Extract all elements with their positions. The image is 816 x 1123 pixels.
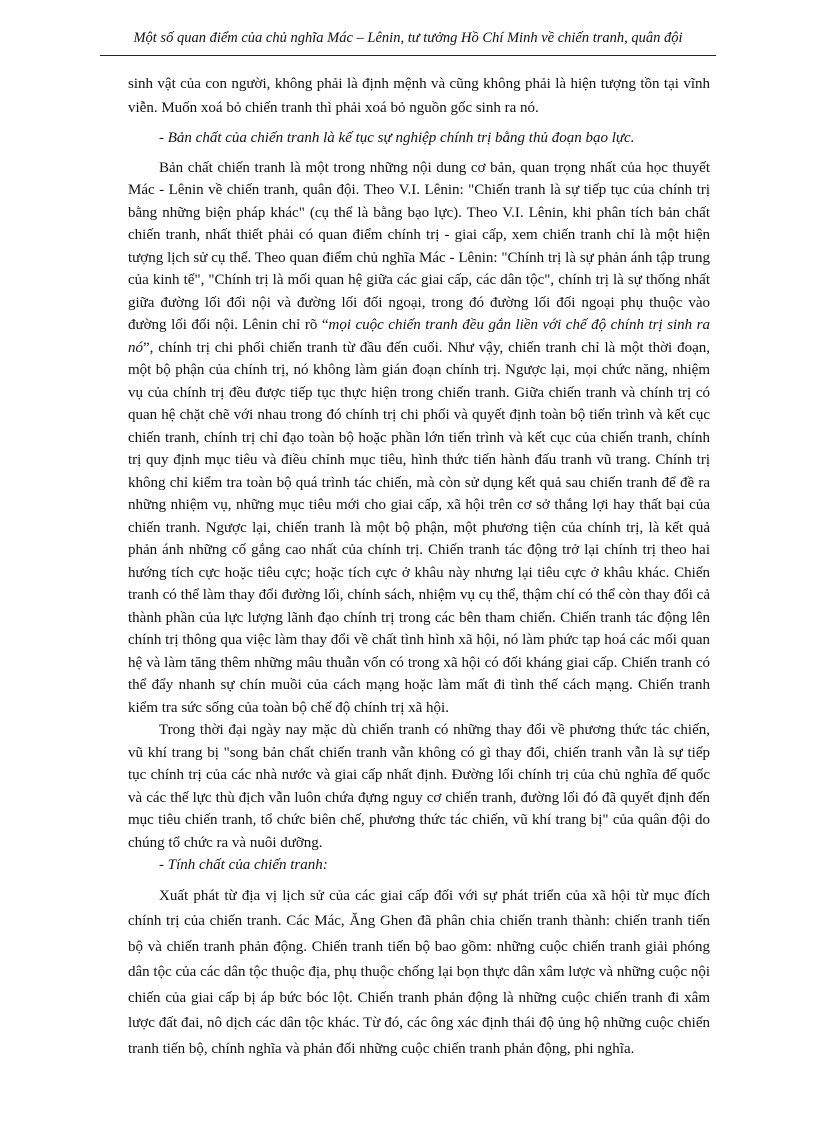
paragraph-character: Xuất phát từ địa vị lịch sử của các giai cấp đối với sự phát triển của xã hội từ mục đích chính trị của chiến tranh. Các Mác, Ăng Ghen đã phân chia chiến tranh thành: chiến tranh tiến bộ và chiến tranh phản động. Chiến tranh tiến bộ bao gồm: những cuộc chiến tranh giải phóng dân tộc của các dân tộc thuộc địa, phụ thuộc chống lại bọn thực dân xâm lược và những cuộc nội chiến của giai cấp bị áp bức bóc lột. Chiến tranh phản động là những cuộc chiến tranh đi xâm lược đất đai, nô dịch các dân tộc khác. Từ đó, các ông xác định thái độ ủng hộ những cuộc chiến tranh tiến bộ, chính nghĩa và phản đối những cuộc chiến tranh phản động, phi nghĩa.: [128, 887, 710, 1057]
lenin-quote: mọi cuộc chiến tranh đều gắn liền với chế độ chính trị sinh ra nó: [128, 317, 710, 356]
section-heading-nature: - Bản chất của chiến tranh là kế tục sự nghiệp chính trị bằng thủ đoạn bạo lực.: [159, 130, 635, 146]
document-body: [128, 72, 710, 1062]
paragraph-nature-part-b: ”, chính trị chi phối chiến tranh từ đầu đến cuối. Như vậy, chiến tranh chỉ là một thời đoạn, một bộ phận của chính trị, nó không làm gián đoạn chính trị. Ngược lại, mọi chức năng, nhiệm vụ của chính trị đều được tiếp tục thực hiện trong chiến tranh. Giữa chiến tranh và chính trị có quan hệ chặt chẽ với nhau trong đó chính trị chi phối và quyết định toàn bộ tiến trình và kết cục chiến tranh, chính trị chỉ đạo toàn bộ hoặc phần lớn tiến trình và kết cục của chiến tranh, chính trị quy định mục tiêu và điều chỉnh mục tiêu, hình thức tiến hành đấu tranh vũ trang. Chính trị không chỉ kiểm tra toàn bộ quá trình tác chiến, mà còn sử dụng kết quả sau chiến tranh để đề ra những nhiệm vụ, những mục tiêu mới cho giai cấp, xã hội trên cơ sở thắng lợi hay thất bại của chiến tranh. Ngược lại, chiến tranh là một bộ phận, một phương tiện của chính trị, là kết quả phản ánh những cố gắng cao nhất của chính trị. Chiến tranh tác động trở lại chính trị theo hai hướng tích cực hoặc tiêu cực; hoặc tích cực ở khâu này nhưng lại tiêu cực ở khâu khác. Chiến tranh có thể làm thay đổi đường lối, chính sách, nhiệm vụ cụ thể, thậm chí có thể còn thay đổi cả thành phần của lực lượng lãnh đạo chính trị trong các bên tham chiến. Chiến tranh tác động lên chính trị thông qua việc làm thay đổi về chất tình hình xã hội, nó làm phức tạp hoá các mối quan hệ và làm tăng thêm những mâu thuẫn vốn có trong xã hội có đối kháng giai cấp. Chiến tranh có thể đẩy nhanh sự chín muồi của cách mạng hoặc làm mất đi tình thế cách mạng. Chiến tranh kiểm tra sức sống của toàn bộ chế độ chính trị xã hội.: [128, 339, 710, 716]
paragraph-nature-part-a: Bản chất chiến tranh là một trong những nội dung cơ bản, quan trọng nhất của học thuyết Mác - Lênin về chiến tranh, quân đội. Theo V.I. Lênin: "Chiến tranh là sự tiếp tục của chính trị bằng những biện pháp khác" (cụ thể là bằng bạo lực). Theo V.I. Lênin, khi phân tích bản chất chiến tranh, nhất thiết phải có quan điểm chính trị - giai cấp, xem chiến tranh chỉ là một hiện tượng lịch sử cụ thể. Theo quan điểm chủ nghĩa Mác - Lênin: "Chính trị là sự phản ánh tập trung của kinh tế", "Chính trị là mối quan hệ giữa các giai cấp, các dân tộc", chính trị là sự thống nhất giữa đường lối đối nội và đường lối đối ngoại, trong đó đường lối đối ngoại phụ thuộc vào đường lối đối nội. Lênin chỉ rõ “: [128, 159, 710, 333]
paragraph-nature: [128, 157, 710, 720]
paragraph-modern: Trong thời đại ngày nay mặc dù chiến tranh có những thay đổi về phương thức tác chiến, vũ khí trang bị "song bản chất chiến tranh vẫn không có gì thay đổi, chiến tranh vẫn là sự tiếp tục chính trị của các nhà nước và giai cấp nhất định. Đường lối chính trị của chủ nghĩa đế quốc và các thế lực thù địch vẫn luôn chứa đựng nguy cơ chiến tranh, đường lối đó đã quyết định đến mục tiêu chiến tranh, tổ chức biên chế, phương thức tác chiến, vũ khí trang bị" của quân đội do chúng tổ chức ra và nuôi dưỡng.: [128, 722, 710, 851]
paragraph-intro: sinh vật của con người, không phải là định mệnh và cũng không phải là hiện tượng tồn tại vĩnh viễn. Muốn xoá bỏ chiến tranh thì phải xoá bỏ nguồn gốc sinh ra nó.: [128, 76, 710, 116]
running-header: Một số quan điểm của chủ nghĩa Mác – Lênin, tư tưởng Hồ Chí Minh về chiến tranh, quân đội: [100, 30, 716, 56]
section-heading-character: - Tính chất của chiến tranh:: [159, 857, 328, 873]
